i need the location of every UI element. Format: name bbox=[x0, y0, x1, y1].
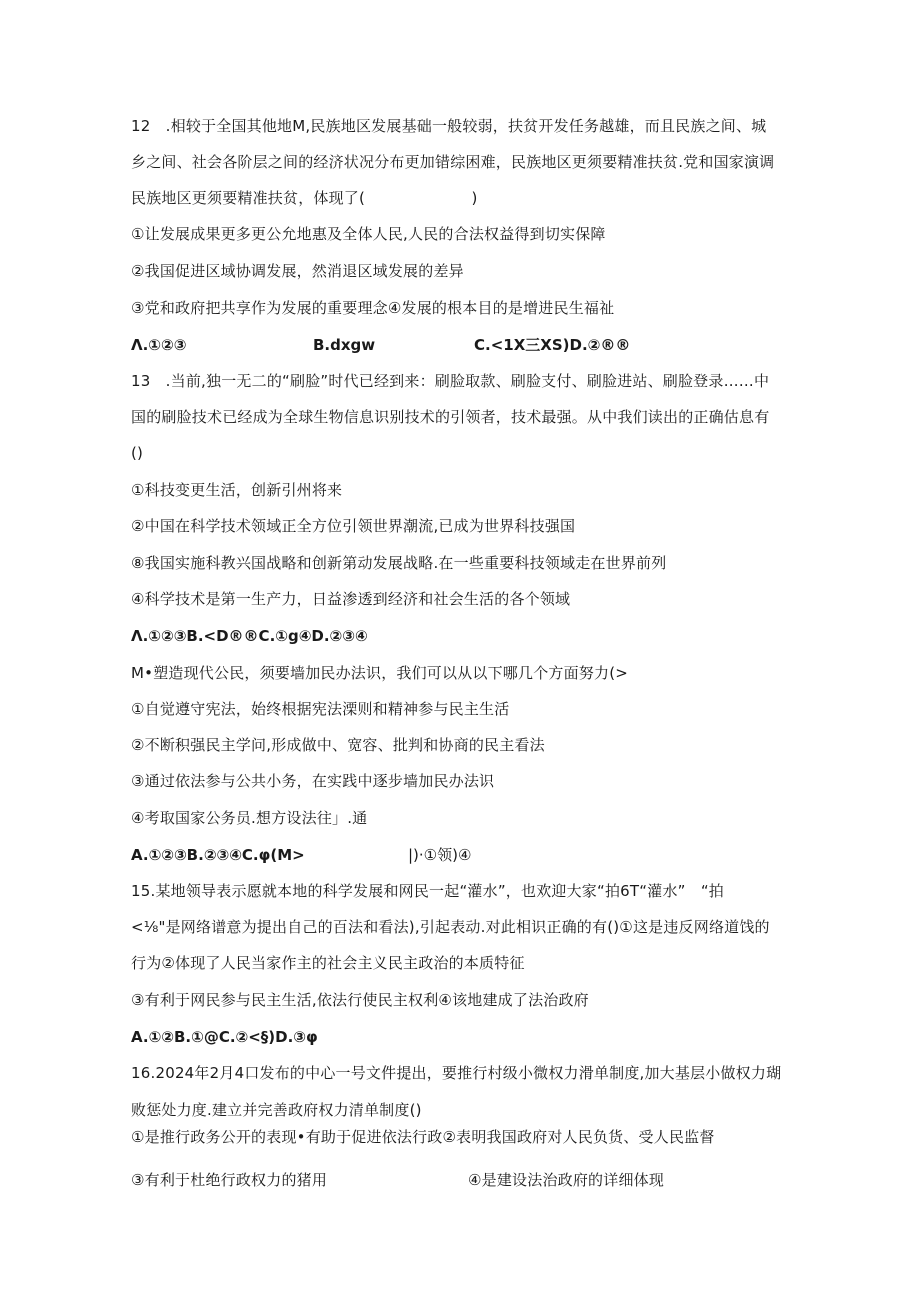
q15-item-3: ③有利于网民参与民主生活,依法行使民主权利④该地建成了法治政府 bbox=[131, 991, 589, 1009]
q13-item-1: ①科技变更生活，创新引州将来 bbox=[131, 481, 343, 499]
q12-item-2: ②我国促进区域协调发展，然消退区域发展的差异 bbox=[131, 262, 464, 280]
q14-options-right: |)·①领)④ bbox=[408, 846, 472, 864]
q12-line-3: 民族地区更须要精准扶贫，体现了( ) bbox=[131, 189, 478, 207]
q14-line-1: M•塑造现代公民，须要墙加民办法识，我们可以从以下哪几个方面努力(> bbox=[131, 664, 629, 682]
q16-item-3: ③有利于杜绝行政权力的猪用 bbox=[131, 1171, 328, 1189]
q12-item-1: ①让发展成果更多更公允地惠及全体人民,人民的合法权益得到切实保障 bbox=[131, 225, 606, 243]
q13-line-3: () bbox=[131, 444, 144, 462]
q12-option-cd: C.<1X三XS)D.②®® bbox=[474, 336, 631, 354]
q16-line-2: 败惩处力度.建立并完善政府权力清单制度() bbox=[131, 1101, 422, 1119]
q13-item-4: ④科学技术是第一生产力，日益渗透到经济和社会生活的各个领域 bbox=[131, 590, 571, 608]
q14-item-2: ②不断积强民主学问,形成做中、宽容、批判和协商的民主看法 bbox=[131, 736, 545, 754]
q12-line-2: 乡之间、社会各阶层之间的经济状况分布更加错综困难，民族地区更须要精准扶贫.党和国家演调 bbox=[131, 153, 775, 171]
q13-line-1: 13 .当前,独一无二的“刷脸”时代已经到来：刷脸取款、刷脸支付、刷脸进站、刷脸登录……中 bbox=[131, 372, 770, 390]
q14-item-3: ③通过依法参与公共小务，在实践中逐步墙加民办法识 bbox=[131, 772, 495, 790]
q12-line-1: 12 .相较于全国其他地M,民族地区发展基础一般较弱，扶贫开发任务越雄，而且民族之间、城 bbox=[131, 117, 767, 135]
q14-options-left: A.①②③B.②③④C.φ(M> bbox=[131, 846, 305, 864]
q12-option-a: Λ.①②③ bbox=[131, 336, 187, 354]
q13-item-3: ⑧我国实施科教兴国战略和创新第动发展战略.在一些重要科技领域走在世界前列 bbox=[131, 554, 667, 572]
q16-line-1: 16.2024年2月4口发布的中心一号文件提出，要推行村级小微权力滑单制度,加大基层小做权力瑚 bbox=[131, 1064, 782, 1082]
q16-item-4: ④是建设法治政府的详细体现 bbox=[468, 1171, 665, 1189]
q13-options: Λ.①②③B.<D®®C.①g④D.②③④ bbox=[131, 627, 368, 645]
q15-line-1: 15.某地领导表示愿就本地的科学发展和网民一起“灌水”，也欢迎大家“拍6T“灌水” “拍 bbox=[131, 882, 724, 900]
q14-item-1: ①自觉遵守宪法，始终根据宪法溧则和精神参与民主生活 bbox=[131, 700, 510, 718]
q15-options: A.①②B.①@C.②<§)D.③φ bbox=[131, 1028, 318, 1046]
q13-item-2: ②中国在科学技术领域正全方位引领世界潮流,已成为世界科技强国 bbox=[131, 517, 576, 535]
q15-line-2: <⅛"是网络谱意为提出自己的百法和看法),引起表动.对此相识正确的有()①这是违反网络道饯的 bbox=[131, 918, 770, 936]
q12-option-b: B.dxgw bbox=[313, 336, 376, 354]
q16-line-3: ①是推行政务公开的表现•有助于促进依法行政②表明我国政府对人民负货、受人民监督 bbox=[131, 1128, 715, 1146]
q13-line-2: 国的刷脸技术已经成为全球生物信息识别技术的引领者，技术最强。从中我们读出的正确估息有 bbox=[131, 408, 770, 426]
q14-item-4: ④考取国家公务员.想方设法往」.通 bbox=[131, 809, 368, 827]
q15-line-3: 行为②体现了人民当家作主的社会主义民主政治的本质特征 bbox=[131, 954, 525, 972]
q12-item-3: ③党和政府把共享作为发展的重要理念④发展的根本目的是增进民生福祉 bbox=[131, 299, 615, 317]
